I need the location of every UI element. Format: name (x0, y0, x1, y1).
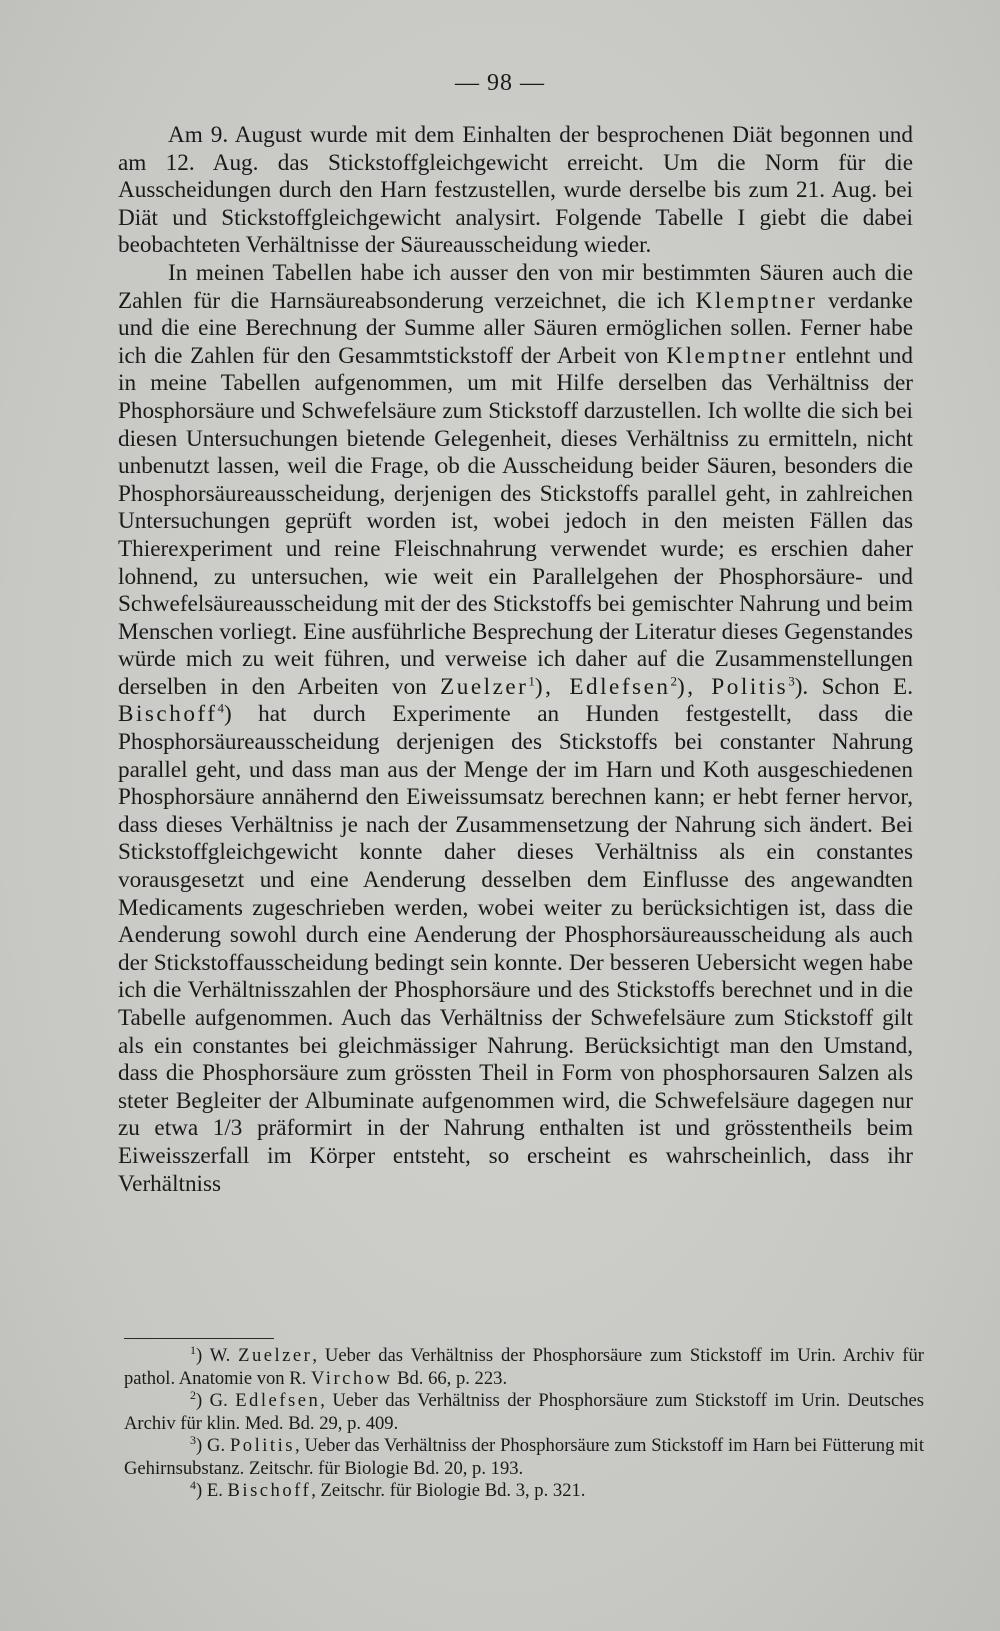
footnote-reference: 1 (528, 673, 535, 689)
footnote-number: 1 (190, 1342, 196, 1357)
footnote-number: 3 (190, 1432, 196, 1447)
footnote-3 (124, 1432, 924, 1480)
fraction: 1/3 (212, 1115, 243, 1142)
spaced-name: ), Politis (676, 673, 789, 700)
spaced-name: Politis (229, 1435, 295, 1456)
paragraph-1 (118, 122, 913, 260)
spaced-name: Zuelzer (440, 673, 529, 700)
text-run: , Ueber das Verhältniss der Phosphorsäure zum Stickstoff im Urin. Deutsches Archiv für klin. Med. Bd. 29, p. 409. (124, 1390, 924, 1434)
footnote-reference: 4 (217, 700, 224, 716)
body-text (118, 122, 913, 1198)
footnote-separator (124, 1338, 274, 1339)
spaced-name: Zuelzer (238, 1345, 313, 1366)
spaced-name: ), Edlefsen (534, 673, 671, 700)
footnote-reference: 2 (670, 673, 677, 689)
text-run: In meinen Tabellen habe ich ausser den von mir bestimmten Säuren auch die Zahlen für die Harnsäureabsonderung verzeichnet, die ich (118, 259, 913, 314)
spaced-name: Klemptner (695, 287, 818, 314)
footnote-4 (124, 1477, 924, 1503)
text-run: ) E. (196, 1480, 228, 1501)
page-number: — 98 — (455, 70, 545, 96)
paragraph-2 (118, 260, 913, 1198)
text-run: ) G. (196, 1390, 236, 1411)
text-run: präformirt in der Nahrung enthalten ist und grösstentheils beim Eiweisszerfall im Körper entsteht, so erscheint es wahrscheinlich, dass ihr Verhältniss (118, 1115, 913, 1197)
footnote-2 (124, 1387, 924, 1435)
text-run: , Zeitschr. für Biologie Bd. 3, p. 321. (311, 1480, 586, 1501)
spaced-name: Bischoff (227, 1480, 312, 1501)
text-run: Bd. 66, p. 223. (392, 1367, 508, 1389)
text-run: ) G. (196, 1435, 230, 1456)
spaced-name: Edlefsen (235, 1390, 321, 1411)
footnote-number: 2 (190, 1387, 196, 1402)
footnote-1 (124, 1342, 924, 1390)
footnote-number: 4 (190, 1477, 196, 1492)
text-run: ). Schon E. (794, 673, 913, 700)
text-run: Am 9. August wurde mit dem Einhalten der besprochenen Diät begonnen und am 12. Aug. das Stickstoffgleichgewicht erreicht. Um die Norm für die Ausscheidungen durch den Harn festzustellen, wurde derselbe bis zum 21. Aug. bei Diät und Stickstoffgleichgewicht analysirt. Folgende Tabelle I giebt die dabei beobachteten Verhältnisse der Säureausscheidung wieder. (118, 122, 913, 259)
text-run: verdanke und die eine Berechnung der Summe aller Säuren ermöglichen sollen. Ferner habe ich die Zahlen für den Gesammtstickstoff der Arbeit von (118, 287, 913, 369)
footnotes (124, 1342, 924, 1503)
footnote-reference: 3 (788, 673, 795, 689)
spaced-name: Bischoff (118, 701, 218, 728)
spaced-name: Klemptner (666, 342, 789, 369)
text-run: entlehnt und in meine Tabellen aufgenommen, um mit Hilfe derselben das Verhältniss der Phosphorsäure und Schwefelsäure zum Stickstoff darzustellen. Ich wollte die sich bei diesen Untersuchungen bietende Gelegenheit, dieses Verhältniss zu ermitteln, nicht unbenutzt lassen, weil die Frage, ob die Ausscheidung beider Säuren, besonders die Phosphorsäureausscheidung, derjenigen des Stickstoffs parallel geht, in zahlreichen Untersuchungen geprüft worden ist, wobei jedoch in den meisten Fällen das Thierexperiment und reine Fleischnahrung verwendet wurde; es erschien daher lohnend, zu untersuchen, wie weit ein Parallelgehen der Phosphorsäure- und Schwefelsäureausscheidung mit der des Stickstoffs bei gemischter Nahrung und beim Menschen vorliegt. Eine ausführliche Besprechung der Literatur dieses Gegenstandes würde mich zu weit führen, und verweise ich daher auf die Zusammenstellungen derselben in den Arbeiten von (118, 342, 913, 700)
spaced-name: Virchow (310, 1367, 393, 1389)
text-run: , Ueber das Verhältniss der Phosphorsäure zum Stickstoff im Urin. Archiv für pathol. Anatomie von R. (124, 1345, 924, 1389)
text-run: , Ueber das Verhältniss der Phosphorsäure zum Stickstoff im Harn bei Fütterung mit Gehirnsubstanz. Zeitschr. für Biologie Bd. 20, p. 193. (124, 1435, 924, 1479)
text-run: ) hat durch Experimente an Hunden festgestellt, dass die Phosphorsäureausscheidung derjenigen des Stickstoffs bei constanter Nahrung parallel geht, und dass man aus der Menge der im Harn und Koth ausgeschiedenen Phosphorsäure annähernd den Eiweissumsatz berechnen kann; er hebt ferner hervor, dass dieses Verhältniss je nach der Zusammensetzung der Nahrung sich ändert. Bei Stickstoffgleichgewicht konnte daher dieses Verhältniss als ein constantes vorausgesetzt und eine Aenderung desselben dem Einflusse des angewandten Medicaments zugeschrieben werden, wobei weiter zu berücksichtigen ist, dass die Aenderung sowohl durch eine Aenderung der Phosphorsäureausscheidung als auch der Stickstoffausscheidung bedingt sein konnte. Der besseren Uebersicht wegen habe ich die Verhältnisszahlen der Phosphorsäure und des Stickstoffs berechnet und in die Tabelle aufgenommen. Auch das Verhältniss der Schwefelsäure zum Stickstoff gilt als ein constantes bei gleichmässiger Nahrung. Berücksichtigt man den Umstand, dass die Phosphorsäure zum grössten Theil in Form von phosphorsauren Salzen als steter Begleiter der Albuminate aufgenommen wird, die Schwefelsäure dagegen nur zu etwa (118, 701, 913, 1142)
text-run: ) W. (196, 1345, 239, 1366)
